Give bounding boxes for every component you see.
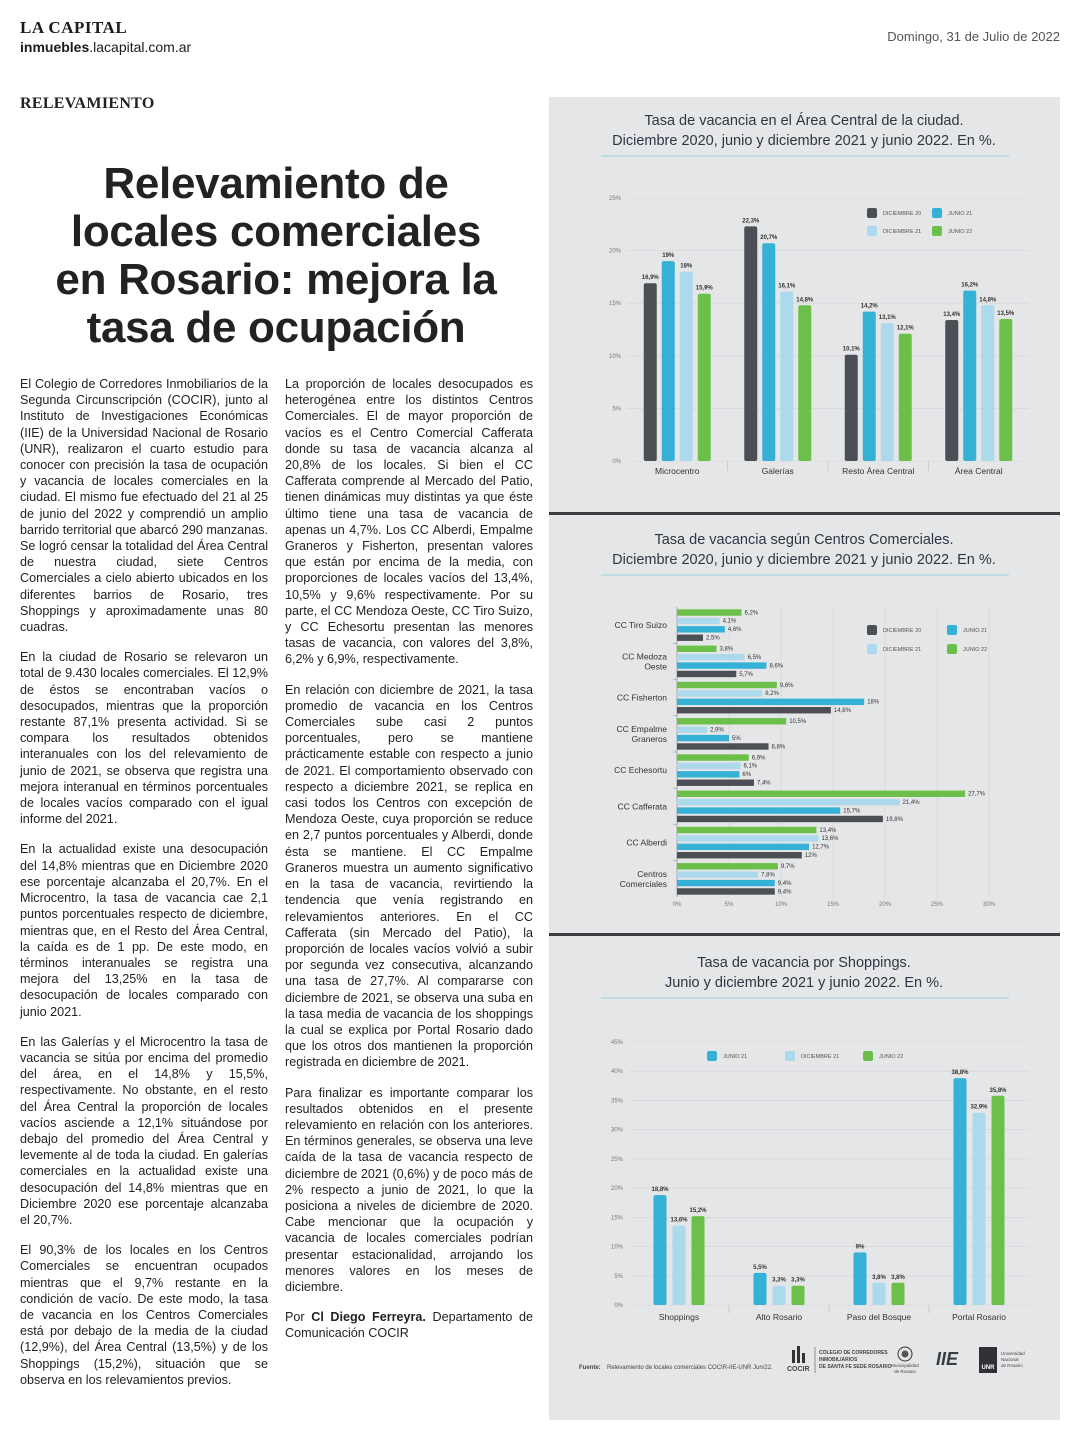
bar [744, 226, 757, 461]
bar [677, 807, 840, 813]
x-tick-label: 0% [672, 902, 682, 908]
paragraph: En las Galerías y el Microcentro la tasa de vacancia se sitúa por encima del promedio del área, en el 14,8% y 15,5%, respectivamente. No obstante, en el resto del Área Central la proporción de locales vacíos asciende a 12,1% situándose por debajo del promedio del Área Central y levemente al de toda la ciudad. En galerías comerciales en la actualidad existe una desocupación del 14,8% mientras que en Diciembre 2020 ese porcentaje alcanzaba el 20,7%. [20, 1034, 268, 1227]
bar [673, 1226, 686, 1305]
unr-name: Universidad [1001, 1351, 1025, 1356]
bar-value-label: 6,2% [744, 610, 759, 617]
bar [973, 1113, 986, 1305]
bar [677, 618, 720, 624]
bar-value-label: 13,5% [997, 310, 1015, 317]
bar [644, 283, 657, 461]
chart-title: Diciembre 2020, junio y diciembre 2021 y junio 2022. En %. [612, 133, 996, 149]
bar [680, 272, 693, 461]
headline-line: tasa de ocupación [86, 303, 466, 352]
bar-value-label: 5% [732, 735, 741, 742]
cocir-name: INMOBILIARIOS [819, 1357, 858, 1363]
source-label: Fuente: [579, 1365, 601, 1371]
bar [754, 1273, 767, 1305]
byline-prefix: Por [285, 1310, 312, 1325]
bar-value-label: 27,7% [968, 791, 986, 798]
bar [677, 699, 864, 705]
cocir-name: DE SANTA FE SEDE ROSARIO [819, 1364, 892, 1370]
bar-value-label: 38,8% [951, 1070, 969, 1077]
bar-value-label: 13,6% [670, 1217, 688, 1224]
bar [892, 1283, 905, 1305]
bar [992, 1096, 1005, 1305]
municipality-name: Municipalidad [891, 1363, 919, 1368]
y-tick-label: 20% [610, 1186, 623, 1193]
bar-value-label: 9% [855, 1244, 865, 1251]
bar [863, 312, 876, 461]
bar-value-label: 35,8% [989, 1087, 1007, 1094]
legend-swatch [947, 644, 957, 654]
bar-value-label: 15,7% [843, 808, 861, 815]
bar [677, 654, 745, 660]
legend-label: DICIEMBRE 20 [883, 628, 922, 634]
bar [677, 743, 769, 749]
bar-value-label: 13,1% [878, 315, 896, 322]
bar-value-label: 12,7% [812, 844, 830, 851]
y-tick-label: 25% [610, 1156, 623, 1163]
bar-value-label: 20,7% [760, 235, 778, 242]
y-tick-label: 45% [610, 1040, 623, 1046]
bar-value-label: 6% [742, 772, 752, 779]
infographic [549, 97, 1060, 1420]
category-label: Microcentro [655, 466, 700, 476]
cocir-logo-mark [802, 1353, 805, 1363]
bar-value-label: 13,6% [821, 836, 839, 843]
bar-value-label: 9,4% [777, 889, 792, 896]
bar [677, 844, 809, 850]
bar-value-label: 16,9% [641, 275, 659, 282]
headline-line: Relevamiento de [103, 159, 449, 208]
bar-value-label: 8,8% [771, 744, 786, 751]
chart-title: Tasa de vacancia por Shoppings. [697, 955, 911, 971]
category-label: CC Echesortu [614, 765, 667, 776]
bar [954, 1078, 967, 1305]
legend-label: DICIEMBRE 21 [883, 229, 922, 235]
category-label: Shoppings [658, 1312, 700, 1322]
paragraph: El Colegio de Corredores Inmobiliarios de la Segunda Circunscripción (COCIR), junto al Instituto de Investigaciones Económicas (IIE) de la Universidad Nacional de Rosario (UNR), realizaron el cuarto estudio para conocer con precisión la tasa de ocupación y vacancia de locales comerciales en la ciudad. El mismo fue efectuado del 21 al 25 de junio del 2022 y comprendió un amplio barrido territorial que abarcó 290 manzanas. Se logró censar la totalidad del Área Central de nuestra ciudad, siete Centros Comerciales a cielo abierto ubicados en los diferentes barrios de Rosario, tres Shoppings y aproximadamente unas 80 cuadras. [20, 377, 268, 635]
bar [677, 690, 762, 696]
byline-author: Cl Diego Ferreyra. [311, 1310, 426, 1325]
byline-department: Departamento de Comunicación COCIR [285, 1310, 533, 1341]
y-tick-label: 30% [610, 1127, 623, 1134]
source-text: Relevamiento de locales comerciales COCIR-IIE-UNR Jun/22. [607, 1365, 773, 1371]
bar-value-label: 14,8% [979, 297, 997, 304]
bar-value-label: 14,2% [860, 303, 878, 310]
category-label: CC Medoza [622, 651, 667, 662]
chart-title: Junio y diciembre 2021 y junio 2022. En %. [664, 975, 944, 991]
x-tick-label: 30% [982, 902, 996, 908]
paragraph: En la ciudad de Rosario se relevaron un total de 9.430 locales comerciales. El 12,9% de éstos se encontraban vacíos o desocupados, mientras que la proporción restante 87,1% presenta actividad. Si se compara los resultados obtenidos interanuales con los del relevamiento de junio de 2021, se observa que registra una mejora interanual en términos porcentuales de locales vacíos comparado con el igual informe del 2021. [20, 650, 268, 827]
y-tick-label: 10% [610, 1244, 623, 1251]
bar-value-label: 32,9% [970, 1104, 988, 1111]
bar-value-label: 8,6% [769, 663, 784, 670]
bar-value-label: 2,5% [706, 635, 720, 642]
legend-swatch [867, 625, 877, 635]
category-label: CC Alberdi [626, 837, 667, 848]
bar [792, 1286, 805, 1305]
y-tick-label: 10% [608, 353, 621, 360]
bar-value-label: 18,8% [651, 1187, 669, 1194]
x-tick-label: 15% [826, 902, 840, 908]
category-label: Resto Área Central [842, 466, 915, 476]
bar [677, 835, 818, 841]
bar [677, 646, 717, 652]
chart-title: Diciembre 2020, junio y diciembre 2021 y junio 2022. En %. [612, 552, 996, 568]
category-label: Paso del Bosque [846, 1312, 912, 1322]
legend-swatch [863, 1051, 873, 1061]
bar-value-label: 19,8% [885, 816, 903, 823]
bar [981, 305, 994, 461]
chart-title: Tasa de vacancia en el Área Central de la ciudad. [644, 113, 964, 129]
y-tick-label: 35% [610, 1098, 623, 1105]
bar [677, 763, 740, 769]
y-tick-label: 5% [612, 406, 621, 413]
legend-label: DICIEMBRE 21 [883, 647, 922, 653]
legend-swatch [867, 226, 877, 236]
bar-value-label: 7,8% [761, 872, 775, 879]
category-label: Oeste [644, 661, 667, 672]
bar-value-label: 9,4% [777, 880, 792, 887]
section-divider [549, 933, 1060, 936]
y-tick-label: 20% [608, 248, 621, 255]
bar [698, 294, 711, 461]
site-logo[interactable]: LA CAPITAL [20, 18, 128, 37]
bar [654, 1195, 667, 1305]
infographic-svg [549, 97, 1060, 1420]
bar [677, 880, 775, 886]
category-label: CC Fisherton [616, 692, 667, 703]
bar [677, 671, 736, 677]
category-label: Centros [637, 868, 667, 879]
x-tick-label: 20% [878, 902, 892, 908]
unr-logo-text: UNR [981, 1365, 995, 1371]
bar-value-label: 3,8% [719, 646, 734, 653]
bar-value-label: 3,3% [772, 1277, 786, 1284]
bar-value-label: 21,4% [902, 799, 920, 806]
bar-value-label: 22,3% [742, 218, 760, 225]
bar-value-label: 18% [680, 263, 693, 270]
bar-value-label: 16,2% [961, 282, 979, 289]
bar-value-label: 15,2% [689, 1208, 707, 1215]
masthead [20, 18, 191, 55]
section-label: RELEVAMIENTO [20, 95, 155, 112]
bar [677, 852, 802, 858]
headline-line: en Rosario: mejora la [55, 255, 497, 304]
bar [662, 261, 675, 461]
bar [677, 735, 729, 741]
x-tick-label: 10% [774, 902, 788, 908]
category-label: Alto Rosario [755, 1312, 803, 1322]
bar [999, 319, 1012, 461]
subsite-bold: inmuebles [20, 39, 90, 55]
bar [677, 863, 778, 869]
bar [677, 791, 965, 797]
byline [285, 1309, 533, 1341]
bar [677, 771, 739, 777]
category-label: CC Cafferata [617, 801, 667, 812]
bar-value-label: 9,6% [779, 682, 794, 689]
y-tick-label: 0% [612, 459, 621, 465]
bar-value-label: 9,7% [780, 864, 795, 871]
legend-label: JUNIO 22 [948, 229, 973, 235]
y-tick-label: 15% [610, 1215, 623, 1222]
bar [773, 1286, 786, 1305]
legend-label: DICIEMBRE 20 [883, 211, 922, 217]
category-label: Portal Rosario [952, 1312, 1006, 1322]
bar-value-label: 10,1% [842, 346, 860, 353]
legend-label: DICIEMBRE 21 [801, 1054, 840, 1060]
bar-value-label: 19% [662, 253, 675, 260]
legend-swatch [867, 644, 877, 654]
bar-value-label: 5,5% [753, 1264, 767, 1271]
x-tick-label: 5% [724, 902, 734, 908]
bar [762, 243, 775, 461]
x-tick-label: 25% [930, 902, 944, 908]
municipality-name: de Rosario [894, 1369, 916, 1374]
legend-label: JUNIO 21 [963, 628, 988, 634]
y-tick-label: 0% [614, 1303, 623, 1309]
cocir-logo-text: COCIR [787, 1366, 810, 1373]
bar [899, 334, 912, 461]
legend-swatch [932, 208, 942, 218]
category-label: Galerías [761, 466, 794, 476]
unr-name: de Rosario [1001, 1363, 1023, 1368]
legend-swatch [947, 625, 957, 635]
legend-label: JUNIO 21 [948, 211, 973, 217]
bar-value-label: 14,8% [833, 708, 851, 715]
y-tick-label: 25% [608, 196, 621, 202]
bar-value-label: 4,1% [722, 618, 737, 625]
unr-name: Nacional [1001, 1357, 1019, 1362]
legend-swatch [707, 1051, 717, 1061]
cocir-logo-mark [792, 1350, 795, 1363]
paragraph: En relación con diciembre de 2021, la tasa promedio de vacancia en los Centros Comerciales sube casi 2 puntos porcentuales, pero se mantiene prácticamente estable con respecto a junio de 2021. El comportamiento observado con respecto a diciembre 2021, se replica en casi todos los Centros con excepción de Mendoza Oeste, cuya proporción se reduce en 2,7 puntos porcentuales y Alberdi, donde ésta se mantiene. El CC Empalme Graneros muestra un aumento significativo en la tasa de vacancia, revirtiendo la tendencia que venía registrando en relevamientos anteriores. En el CC Cafferata (sin Mercado del Patio), la proporción de locales vacíos volvió a subir por segunda vez consecutiva, alcanzando una tasa de 27,7%. Al compararse con diciembre de 2021, se observa una suba en la tasa media de vacancia de los shoppings la cual se explica por Portal Rosario dado que los otros dos mantienen la proporción registrada en diciembre de 2021. [285, 682, 533, 1070]
bar-value-label: 6,5% [747, 654, 762, 661]
legend-label: JUNIO 22 [963, 647, 988, 653]
publication-date: Domingo, 31 de Julio de 2022 [887, 29, 1060, 44]
bar-value-label: 6,9% [751, 755, 766, 762]
bar [677, 726, 707, 732]
bar [677, 780, 754, 786]
legend-swatch [867, 208, 877, 218]
bar [780, 292, 793, 461]
bar [677, 626, 725, 632]
legend-label: JUNIO 21 [723, 1054, 748, 1060]
bar [798, 305, 811, 461]
category-label: CC Empalme [616, 723, 667, 734]
legend-swatch [785, 1051, 795, 1061]
bar-value-label: 6,1% [743, 763, 758, 770]
bar [881, 323, 894, 461]
category-label: CC Tiro Suizo [614, 620, 667, 631]
bar-value-label: 7,4% [756, 780, 771, 787]
bar-value-label: 12% [804, 853, 817, 860]
bar [963, 291, 976, 461]
bar [677, 707, 831, 713]
bar [677, 718, 786, 724]
paragraph: El 90,3% de los locales en los Centros Comerciales se encuentran ocupados mientras que el 9,7% restante en la condición de vacío. De este modo, la tasa de vacancia en los Centros Comerciales está por debajo de la media de la ciudad (12,9%), del Área Central (13,5%) y de los Shoppings (15,2%), situación que se observa en los relevamientos previos. [20, 1243, 268, 1387]
bar [677, 816, 883, 822]
subsite-domain: .lacapital.com.ar [89, 39, 192, 55]
iie-logo: IIE [935, 1349, 959, 1369]
bar [677, 827, 816, 833]
bar [677, 888, 775, 894]
municipality-seal-core [902, 1351, 909, 1358]
bar-value-label: 15,9% [695, 285, 713, 292]
article-headline [20, 160, 532, 352]
headline-line: locales comerciales [70, 207, 482, 256]
bar [677, 635, 703, 641]
bar-value-label: 16,1% [778, 283, 796, 290]
bar [677, 754, 749, 760]
y-tick-label: 5% [614, 1273, 623, 1280]
cocir-name: COLEGIO DE CORREDORES [819, 1350, 888, 1356]
chart-title: Tasa de vacancia según Centros Comerciales. [654, 532, 954, 548]
bar-value-label: 12,1% [896, 325, 914, 332]
article-column-2 [285, 376, 533, 1356]
bar-value-label: 14,8% [796, 297, 814, 304]
y-tick-label: 15% [608, 301, 621, 308]
bar [677, 871, 758, 877]
legend-label: JUNIO 22 [879, 1054, 904, 1060]
bar [692, 1216, 705, 1305]
bar-value-label: 2,9% [710, 727, 724, 734]
subsite-link[interactable] [20, 39, 191, 55]
section-divider [549, 512, 1060, 515]
bar [677, 799, 900, 805]
bar-value-label: 4,6% [727, 627, 742, 634]
legend-swatch [932, 226, 942, 236]
bar [845, 355, 858, 461]
bar-value-label: 18% [867, 699, 880, 706]
paragraph: Para finalizar es importante comparar los resultados obtenidos en el presente relevamiento en relación con los anteriores. En términos generales, se observa una leve caída de la tasa de vacancia respecto de diciembre de 2021 (0,6%) y de poco más de 2% respecto a junio de 2021, lo que la posiciona a niveles de diciembre de 2020. Cabe mencionar que la ocupación y vacancia de locales comerciales podrían presentar estacionalidad, arrojando los menores valores en los meses de diciembre. [285, 1085, 533, 1294]
bar-value-label: 3,3% [791, 1277, 805, 1284]
bar-value-label: 13,4% [943, 312, 961, 319]
bar [945, 320, 958, 461]
bar-value-label: 8,2% [765, 691, 779, 698]
bar-value-label: 3,8% [872, 1274, 886, 1281]
category-label: Área Central [954, 466, 1003, 476]
bar [677, 682, 777, 688]
category-label: Comerciales [619, 878, 667, 889]
bar-value-label: 10,5% [789, 719, 807, 726]
bar [873, 1283, 886, 1305]
bar-value-label: 5,7% [739, 671, 753, 678]
category-label: Graneros [631, 733, 667, 744]
y-tick-label: 40% [610, 1069, 623, 1076]
cocir-logo-mark [797, 1346, 800, 1363]
bar-value-label: 13,4% [819, 827, 837, 834]
article-column-1 [20, 376, 268, 1402]
bar [677, 662, 766, 668]
bar [854, 1252, 867, 1305]
bar-value-label: 3,8% [891, 1274, 905, 1281]
paragraph: En la actualidad existe una desocupación del 14,8% mientras que en Diciembre 2020 ese porcentaje alcanzaba el 20,7%. En el Microcentro, la tasa de vacancia cae 2,1 puntos porcentuales respecto de diciembre, mientras que, en el Resto del Área Central, la caída es de 1 pp. De este modo, en términos interanuales se registra una mejora del 13,25% en la tasa de desocupación de locales comparado con junio 2021. [20, 842, 268, 1019]
paragraph: La proporción de locales desocupados es heterogénea entre los distintos Centros Comerciales. El de mayor proporción de vacíos es el Centro Comercial Cafferata donde su tasa de vacancia alcanza al 20,8% de los locales. Si bien el CC Cafferata comprende al Mercado del Patio, tienen dinámicas muy distintas ya que éste último tiene una tasa de vacancia de apenas un 4,7%. Los CC Alberdi, Empalme Graneros y Fisherton, presentan valores que están por encima de la media, con proporciones de locales vacíos del 13,4%, 10,5% y 9,6% respectivamente. Por su parte, el CC Mendoza Oeste, CC Tiro Suizo, y CC Echesortu presentan las menores tasas de vacancia, con valores del 3,8%, 6,2% y 6,9%, respectivamente. [285, 377, 533, 667]
bar [677, 609, 741, 615]
